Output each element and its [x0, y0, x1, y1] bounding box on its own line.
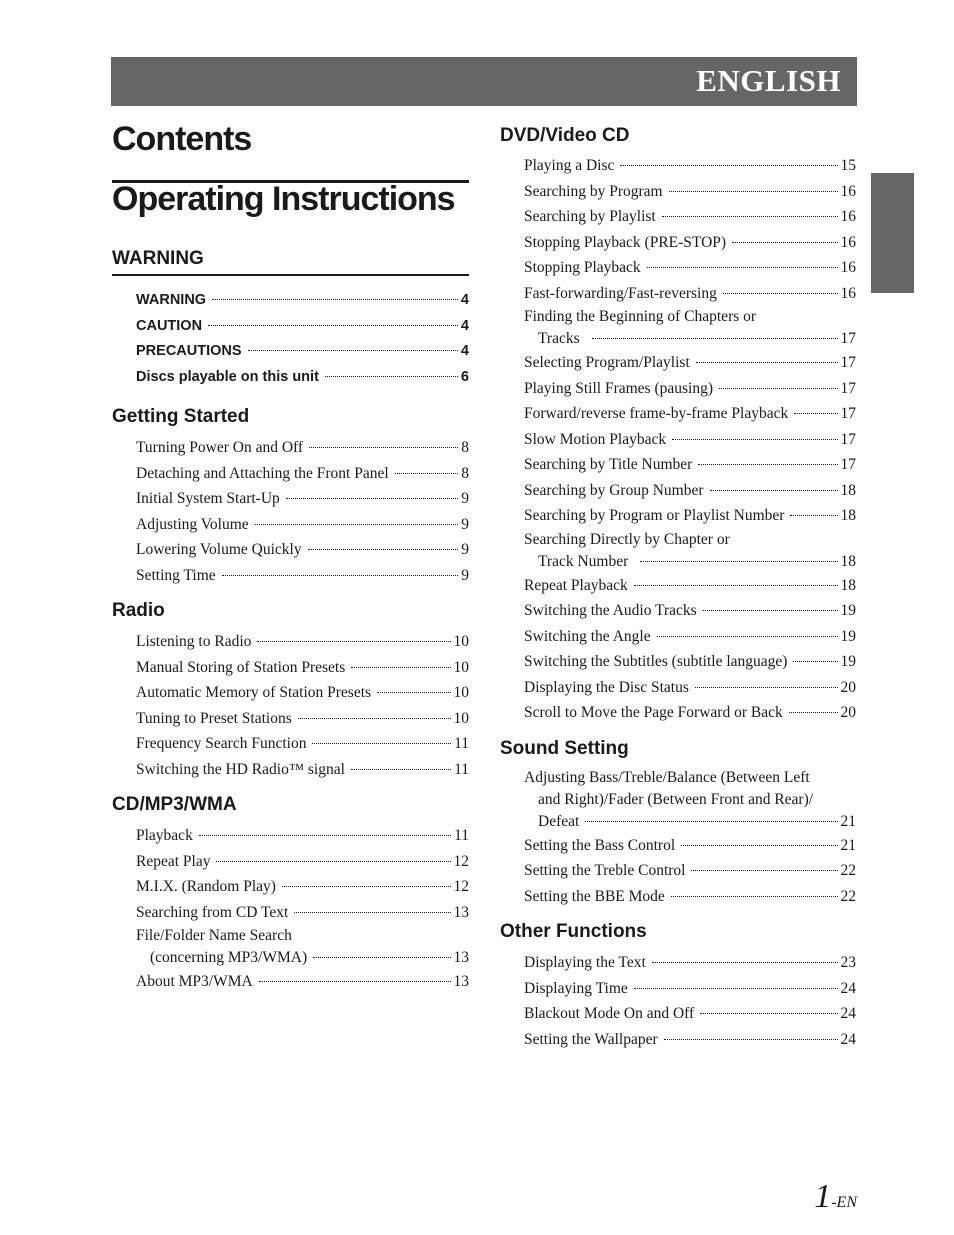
- leader-dots: [790, 515, 837, 516]
- toc-entry-page: 6: [460, 368, 469, 385]
- toc-entry-page: 20: [840, 678, 856, 696]
- leader-dots: [657, 636, 838, 637]
- leader-dots: [696, 362, 838, 363]
- other-list: [500, 950, 856, 1052]
- toc-entry-label: Playing a Disc: [524, 157, 615, 174]
- toc-entry-page: 17: [840, 456, 856, 473]
- toc-entry-label-cont: (concerning MP3/WMA): [150, 949, 308, 966]
- toc-entry-label: WARNING: [136, 292, 207, 308]
- leader-dots: [257, 641, 450, 642]
- toc-entry-label: Switching the Subtitles (subtitle language): [524, 653, 788, 670]
- toc-entry[interactable]: [524, 350, 856, 376]
- toc-entry-label: Setting the Treble Control: [524, 862, 686, 879]
- toc-entry-page: 10: [453, 709, 469, 727]
- toc-entry-page: 11: [454, 735, 469, 752]
- toc-entry-page: 11: [454, 760, 469, 778]
- toc-entry[interactable]: [136, 900, 469, 926]
- leader-dots: [662, 216, 838, 217]
- leader-dots: [325, 376, 458, 377]
- toc-entry[interactable]: [524, 598, 856, 624]
- toc-entry-label: Turning Power On and Off: [136, 439, 304, 456]
- side-tab-marker: [871, 173, 914, 293]
- leader-dots: [671, 896, 838, 897]
- toc-entry[interactable]: [524, 153, 856, 179]
- toc-entry-label: About MP3/WMA: [136, 973, 253, 990]
- leader-dots: [255, 524, 459, 525]
- page-number-suffix: -EN: [831, 1194, 857, 1211]
- toc-entry-page: 17: [840, 379, 856, 397]
- toc-entry-page: 4: [460, 317, 469, 334]
- toc-entry-page: 15: [840, 157, 856, 174]
- leader-dots: [222, 575, 459, 576]
- toc-entry-label: PRECAUTIONS: [136, 343, 242, 359]
- toc-entry-page: 17: [840, 405, 856, 422]
- leader-dots: [719, 388, 837, 389]
- toc-entry-label: Adjusting Bass/Treble/Balance (Between Left: [524, 768, 810, 786]
- toc-entry-page: 9: [461, 490, 469, 507]
- toc-entry[interactable]: [136, 925, 469, 969]
- leader-dots: [732, 242, 837, 243]
- language-label: ENGLISH: [696, 63, 841, 98]
- toc-entry[interactable]: [136, 823, 469, 849]
- toc-entry[interactable]: [524, 281, 856, 307]
- toc-entry-page: 13: [453, 973, 469, 990]
- toc-entry[interactable]: [524, 204, 856, 230]
- toc-entry[interactable]: [524, 1001, 856, 1027]
- leader-dots: [286, 498, 458, 499]
- toc-entry[interactable]: [524, 950, 856, 976]
- toc-entry-label: Adjusting Volume: [136, 515, 249, 533]
- section-heading-dvd-video-cd: DVD/Video CD: [500, 125, 630, 146]
- toc-entry-label: Switching the Audio Tracks: [524, 602, 697, 619]
- leader-dots: [208, 325, 458, 326]
- toc-entry-page: 10: [453, 633, 469, 650]
- toc-entry-label: Automatic Memory of Station Presets: [136, 684, 372, 701]
- toc-entry[interactable]: [136, 512, 469, 538]
- leader-dots: [308, 549, 459, 550]
- toc-entry-page: 13: [453, 903, 469, 921]
- toc-entry[interactable]: [136, 288, 469, 314]
- getting-started-list: [112, 435, 469, 588]
- leader-dots: [672, 439, 837, 440]
- toc-entry-page: 16: [840, 284, 856, 302]
- toc-entry[interactable]: [136, 680, 469, 706]
- toc-entry[interactable]: [524, 624, 856, 650]
- toc-entry-label: Forward/reverse frame-by-frame Playback: [524, 405, 789, 422]
- leader-dots: [710, 490, 838, 491]
- section-heading-sound-setting: Sound Setting: [500, 737, 629, 759]
- toc-entry-label: Repeat Playback: [524, 576, 628, 594]
- toc-entry-page: 8: [461, 464, 469, 482]
- language-banner: [111, 57, 857, 106]
- toc-entry-page: 12: [453, 852, 469, 870]
- toc-entry-page: 18: [840, 576, 856, 594]
- leader-dots: [669, 191, 838, 192]
- toc-left-column: [112, 246, 469, 995]
- toc-entry-label: Setting the Wallpaper: [524, 1030, 658, 1048]
- toc-entry-label: M.I.X. (Random Play): [136, 878, 276, 895]
- toc-entry[interactable]: [136, 365, 469, 391]
- toc-entry-label: Displaying the Disc Status: [524, 678, 689, 696]
- toc-entry-page: 18: [840, 552, 856, 570]
- toc-entry-page: 19: [840, 627, 856, 645]
- toc-entry-page: 18: [840, 481, 856, 499]
- toc-entry-page: 18: [840, 507, 856, 524]
- toc-entry-page: 21: [840, 812, 856, 830]
- toc-entry[interactable]: [524, 700, 856, 726]
- leader-dots: [298, 718, 451, 719]
- toc-entry[interactable]: [524, 452, 856, 478]
- toc-entry-label: Playing Still Frames (pausing): [524, 379, 714, 397]
- leader-dots: [703, 610, 838, 611]
- leader-dots: [700, 1013, 837, 1014]
- leader-dots: [620, 165, 837, 166]
- toc-entry-page: 17: [840, 354, 856, 371]
- toc-entry-label-cont: Defeat: [538, 812, 580, 830]
- toc-entry-label: Frequency Search Function: [136, 735, 307, 752]
- section-heading-other-functions: Other Functions: [500, 921, 647, 942]
- toc-entry[interactable]: [524, 478, 856, 504]
- toc-entry[interactable]: [524, 376, 856, 402]
- leader-dots: [723, 293, 838, 294]
- leader-dots: [212, 299, 458, 300]
- toc-entry-label: Searching by Program or Playlist Number: [524, 507, 785, 524]
- toc-entry[interactable]: [136, 706, 469, 732]
- toc-entry-page: 4: [460, 292, 469, 308]
- toc-entry-page: 16: [840, 259, 856, 276]
- toc-entry[interactable]: [136, 655, 469, 681]
- toc-entry[interactable]: [524, 529, 856, 573]
- toc-entry-page: 8: [461, 439, 469, 456]
- toc-entry-label: Discs playable on this unit: [136, 368, 319, 385]
- toc-entry-label: Stopping Playback: [524, 259, 641, 276]
- toc-entry-page: 23: [840, 954, 856, 971]
- toc-right-column: [500, 123, 856, 1052]
- toc-entry[interactable]: [136, 461, 469, 487]
- leader-dots: [691, 870, 837, 871]
- warning-list: [112, 288, 469, 390]
- leader-dots: [248, 350, 458, 351]
- toc-entry[interactable]: [136, 486, 469, 512]
- leader-dots: [794, 413, 837, 414]
- toc-entry-label: Selecting Program/Playlist: [524, 354, 690, 371]
- toc-entry-page: 24: [840, 1005, 856, 1022]
- toc-entry[interactable]: [136, 339, 469, 365]
- toc-entry-page: 10: [453, 684, 469, 701]
- toc-entry-label-cont: Tracks: [538, 330, 580, 347]
- leader-dots: [698, 464, 837, 465]
- contents-heading: Contents: [112, 120, 252, 158]
- toc-entry[interactable]: [136, 874, 469, 900]
- toc-entry-label: Setting the BBE Mode: [524, 887, 665, 905]
- leader-dots: [216, 861, 450, 862]
- toc-entry-label: CAUTION: [136, 317, 203, 334]
- toc-entry-page: 24: [840, 979, 856, 997]
- toc-entry-label: Initial System Start-Up: [136, 490, 280, 507]
- toc-entry-label: Searching by Playlist: [524, 208, 656, 225]
- leader-dots: [282, 886, 451, 887]
- toc-entry-label: Searching from CD Text: [136, 903, 289, 921]
- dvd-list: [500, 153, 856, 726]
- toc-entry-label: Fast-forwarding/Fast-reversing: [524, 284, 717, 302]
- leader-dots: [312, 743, 451, 744]
- toc-entry-label-cont: and Right)/Fader (Between Front and Rear)/: [538, 790, 814, 808]
- toc-entry-page: 13: [453, 949, 469, 966]
- toc-entry[interactable]: [136, 435, 469, 461]
- toc-entry-page: 20: [840, 704, 856, 721]
- cd-mp3-list: [112, 823, 469, 995]
- toc-entry[interactable]: [524, 306, 856, 350]
- toc-entry[interactable]: [524, 427, 856, 453]
- toc-entry[interactable]: [136, 629, 469, 655]
- leader-dots: [351, 769, 451, 770]
- toc-entry-label: Setting the Bass Control: [524, 836, 676, 854]
- toc-entry-label: Setting Time: [136, 566, 216, 584]
- leader-dots: [647, 267, 838, 268]
- toc-entry-label: Scroll to Move the Page Forward or Back: [524, 704, 783, 721]
- toc-entry-label: File/Folder Name Search: [136, 927, 292, 944]
- toc-entry-page: 11: [454, 827, 469, 844]
- section-heading-warning: WARNING: [112, 246, 469, 276]
- section-heading-cd-mp3-wma: CD/MP3/WMA: [112, 794, 237, 815]
- toc-entry-label: Tuning to Preset Stations: [136, 709, 292, 727]
- toc-entry-label: Lowering Volume Quickly: [136, 541, 302, 558]
- section-heading-getting-started: Getting Started: [112, 406, 250, 427]
- toc-entry-label: Blackout Mode On and Off: [524, 1005, 695, 1022]
- toc-entry-page: 16: [840, 208, 856, 225]
- toc-entry[interactable]: [524, 976, 856, 1002]
- toc-entry[interactable]: [524, 675, 856, 701]
- toc-entry[interactable]: [524, 503, 856, 529]
- toc-entry-page: 17: [840, 430, 856, 448]
- toc-entry[interactable]: [136, 757, 469, 783]
- page-number: [814, 1178, 857, 1216]
- leader-dots: [793, 661, 837, 662]
- toc-entry[interactable]: [524, 1027, 856, 1053]
- leader-dots: [634, 988, 838, 989]
- leader-dots: [789, 712, 838, 713]
- operating-instructions-heading: Operating Instructions: [112, 180, 455, 218]
- toc-entry-label: Searching by Group Number: [524, 481, 704, 499]
- toc-entry[interactable]: [524, 858, 856, 884]
- toc-entry-label: Detaching and Attaching the Front Panel: [136, 464, 389, 482]
- toc-entry-label: Switching the Angle: [524, 627, 651, 645]
- toc-entry-label: Finding the Beginning of Chapters or: [524, 308, 757, 325]
- section-heading-radio: Radio: [112, 600, 165, 621]
- toc-entry-page: 10: [453, 658, 469, 676]
- toc-entry[interactable]: [524, 833, 856, 859]
- toc-entry-page: 9: [461, 541, 469, 558]
- toc-entry-page: 21: [840, 836, 856, 854]
- toc-entry-page: 17: [840, 330, 856, 347]
- leader-dots: [695, 687, 838, 688]
- toc-entry-label: Switching the HD Radio™ signal: [136, 760, 345, 778]
- toc-entry[interactable]: [136, 537, 469, 563]
- toc-entry[interactable]: [136, 314, 469, 340]
- toc-entry[interactable]: [524, 179, 856, 205]
- leader-dots: [259, 981, 451, 982]
- leader-dots: [309, 447, 458, 448]
- toc-entry-label: Manual Storing of Station Presets: [136, 658, 346, 676]
- toc-entry[interactable]: [524, 255, 856, 281]
- leader-dots: [681, 845, 837, 846]
- toc-entry-page: 19: [840, 602, 856, 619]
- toc-entry[interactable]: [524, 573, 856, 599]
- toc-entry-page: 4: [460, 343, 469, 359]
- leader-dots: [585, 821, 837, 822]
- toc-entry-page: 9: [461, 566, 469, 584]
- leader-dots: [634, 585, 838, 586]
- toc-entry-page: 22: [840, 887, 856, 905]
- sound-list: [500, 767, 856, 910]
- toc-entry-page: 16: [840, 182, 856, 200]
- toc-entry[interactable]: [136, 849, 469, 875]
- leader-dots: [377, 692, 450, 693]
- toc-entry-label: Slow Motion Playback: [524, 430, 667, 448]
- toc-entry-label: Stopping Playback (PRE-STOP): [524, 233, 727, 251]
- radio-list: [112, 629, 469, 782]
- leader-dots: [652, 962, 838, 963]
- leader-dots: [351, 667, 450, 668]
- toc-entry[interactable]: [136, 969, 469, 995]
- toc-entry-label: Repeat Play: [136, 852, 211, 870]
- toc-entry-page: 9: [461, 515, 469, 533]
- toc-entry-label: Listening to Radio: [136, 633, 252, 650]
- toc-entry-label: Searching by Program: [524, 182, 663, 200]
- toc-entry-page: 24: [840, 1030, 856, 1048]
- toc-entry[interactable]: [524, 401, 856, 427]
- toc-entry[interactable]: [524, 230, 856, 256]
- toc-entry[interactable]: [136, 731, 469, 757]
- toc-entry-label: Searching by Title Number: [524, 456, 693, 473]
- toc-entry-page: 19: [840, 653, 856, 670]
- toc-entry-label: Searching Directly by Chapter or: [524, 530, 730, 548]
- toc-entry-page: 22: [840, 862, 856, 879]
- toc-entry-label: Displaying the Text: [524, 954, 646, 971]
- toc-entry-page: 12: [453, 878, 469, 895]
- leader-dots: [294, 912, 450, 913]
- toc-entry[interactable]: [524, 767, 856, 833]
- toc-entry[interactable]: [524, 649, 856, 675]
- toc-entry-label: Displaying Time: [524, 979, 628, 997]
- page-number-value: 1: [814, 1178, 832, 1215]
- toc-entry-label-cont: Track Number: [538, 552, 629, 570]
- leader-dots: [395, 473, 459, 474]
- toc-entry[interactable]: [524, 884, 856, 910]
- leader-dots: [199, 835, 451, 836]
- leader-dots: [592, 338, 838, 339]
- leader-dots: [664, 1039, 838, 1040]
- toc-entry-page: 16: [840, 233, 856, 251]
- toc-entry-label: Playback: [136, 827, 193, 844]
- leader-dots: [640, 561, 837, 562]
- leader-dots: [313, 957, 450, 958]
- toc-entry[interactable]: [136, 563, 469, 589]
